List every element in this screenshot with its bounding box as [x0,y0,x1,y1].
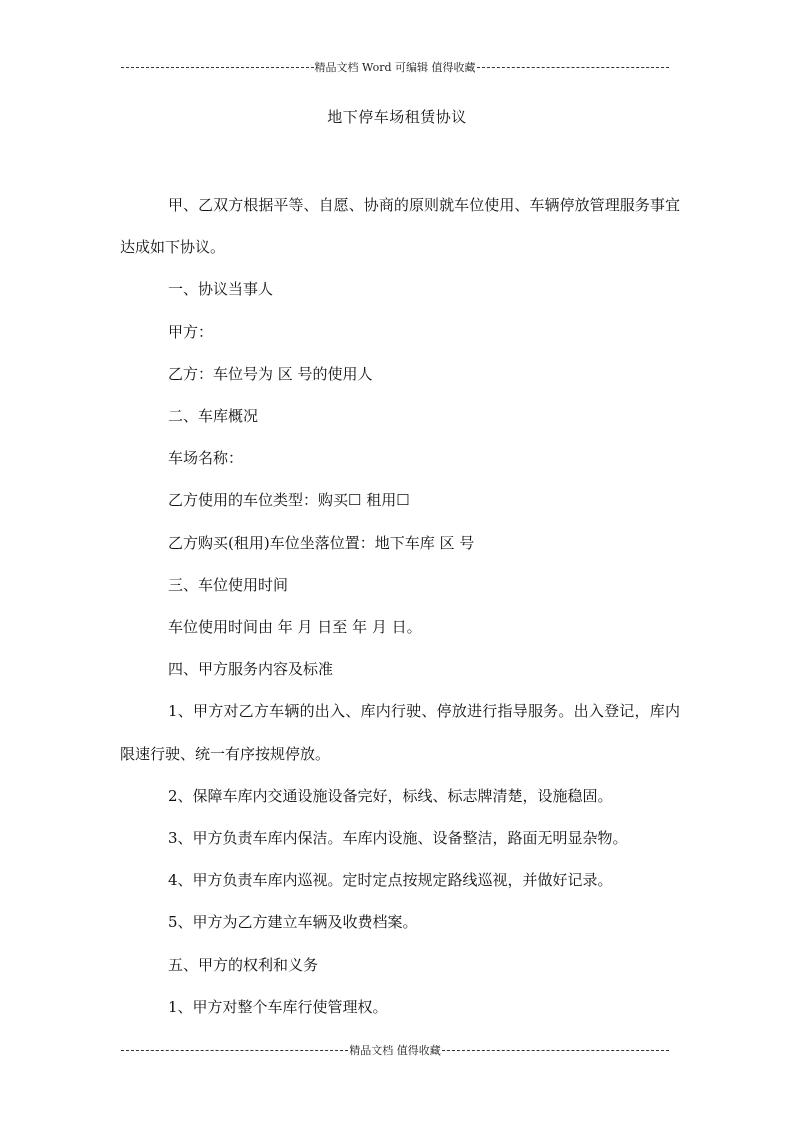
footer-dash-line-left [121,1050,348,1051]
party-a-line: 甲方： [168,322,214,341]
rights-item-1: 1、甲方对整个车库行使管理权。 [168,997,388,1016]
document-title: 地下停车场租赁协议 [327,108,467,126]
service-item-1: 1、甲方对乙方车辆的出入、库内行驶、停放进行指导服务。出入登记，库内限速行驶、统一有序按规停放。 [120,702,680,763]
page-header [120,59,670,75]
footer-dash-line-right [442,1050,669,1051]
space-type-line: 乙方使用的车位类型：购买☐ 租用☐ [168,491,410,510]
service-item-4: 4、甲方负责车库内巡视。定时定点按规定路线巡视，并做好记录。 [168,871,613,890]
page-footer [120,1042,670,1058]
section-heading-rights: 五、甲方的权利和义务 [168,955,319,974]
service-item-2: 2、保障车库内交通设施设备完好，标线、标志牌清楚，设施稳固。 [168,786,613,805]
space-location-line: 乙方购买(租用)车位坐落位置：地下车库 区 号 [168,533,475,552]
header-text: 精品文档 Word 可编辑 值得收藏 [314,61,476,74]
service-item-5: 5、甲方为乙方建立车辆及收费档案。 [168,913,418,932]
section-heading-garage: 二、车库概况 [168,407,259,426]
service-item-3: 3、甲方负责车库内保洁。车库内设施、设备整洁，路面无明显杂物。 [168,829,628,848]
section-heading-services: 四、甲方服务内容及标准 [168,660,334,679]
document-body [120,184,680,1028]
footer-text: 精品文档 值得收藏 [349,1044,441,1057]
paragraph-intro: 甲、乙双方根据平等、自愿、协商的原则就车位使用、车辆停放管理服务事宜达成如下协议。 [120,196,680,257]
section-heading-time: 三、车位使用时间 [168,575,289,594]
usage-period-line: 车位使用时间由 年 月 日至 年 月 日。 [168,618,422,637]
party-b-line: 乙方：车位号为 区 号的使用人 [168,364,373,383]
section-heading-parties: 一、协议当事人 [168,280,274,299]
header-dash-line-right [477,67,670,68]
garage-name-line: 车场名称： [168,449,244,468]
header-dash-line-left [121,67,314,68]
